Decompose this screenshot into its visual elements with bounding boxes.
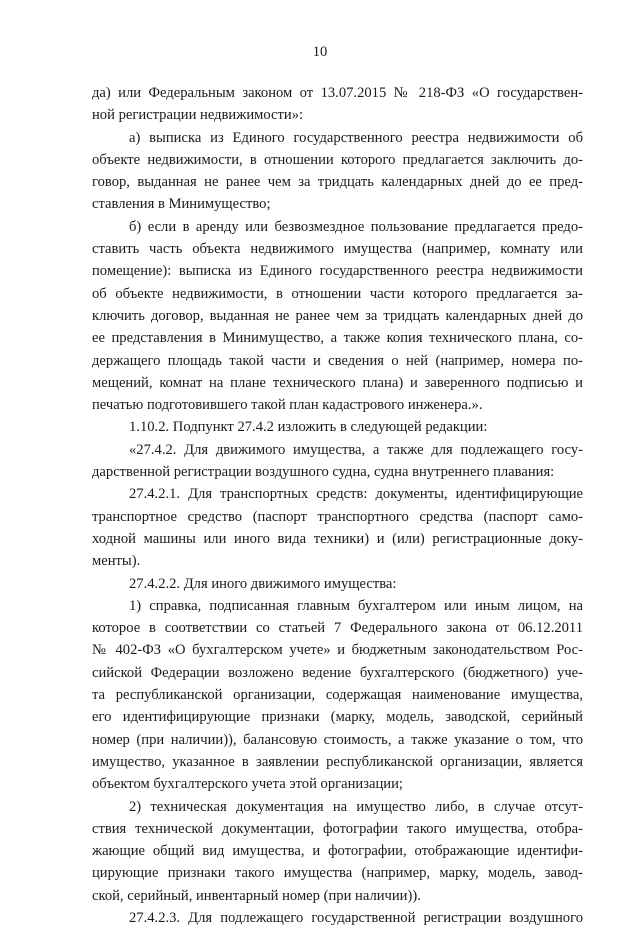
- text-line: 27.4.2.1. Для транспортных средств: документы, идентифицирующие: [129, 486, 583, 503]
- text-line: № 402-ФЗ «О бухгалтерском учете» и бюджетным законодательством Рос-: [92, 642, 583, 659]
- text-line: 1.10.2. Подпункт 27.4.2 изложить в следующей редакции:: [129, 419, 488, 436]
- text-line: да) или Федеральным законом от 13.07.2015 № 218-ФЗ «О государствен-: [92, 85, 583, 101]
- text-line: транспортное средство (паспорт транспортного средства (паспорт само-: [92, 508, 583, 525]
- text-line: менты).: [92, 553, 141, 570]
- text-line: его идентифицирующие признаки (марку, модель, заводской, серийный: [92, 709, 583, 726]
- text-line: та республиканской организации, содержащая наименование имущества,: [92, 687, 583, 704]
- text-line: об объекте недвижимости, в отношении части которого предлагается за-: [92, 285, 583, 302]
- text-line: цирующие признаки такого имущества (например, марку, модель, завод-: [92, 865, 583, 882]
- text-line: мещений, комнат на плане технического плана) и заверенного подписью и: [92, 374, 583, 391]
- text-line: номер (при наличии)), балансовую стоимость, а также указание о том, что: [92, 731, 583, 748]
- document-body: [92, 82, 583, 929]
- text-line: жающие общий вид имущества, и фотографии, отображающие идентифи-: [92, 843, 583, 860]
- page-number: 10: [312, 44, 328, 60]
- text-line: б) если в аренду или безвозмездное пользование предлагается предо-: [129, 218, 583, 235]
- text-line: ствия технической документации, фотографии такого имущества, отобра-: [92, 820, 583, 837]
- text-line: печатью подготовившего такой план кадастрового инженера.».: [92, 397, 483, 414]
- text-line: имущество, указанное в заявлении республиканской организации, является: [92, 753, 583, 770]
- text-line: ской, серийный, инвентарный номер (при наличии)).: [92, 887, 421, 904]
- text-line: держащего площадь такой части и сведения о ней (например, номера по-: [92, 352, 583, 369]
- text-line: 27.4.2.2. Для иного движимого имущества:: [129, 575, 397, 592]
- text-line: ключить договор, выданная не ранее чем за тридцать календарных дней до: [92, 307, 583, 324]
- text-line: объектом бухгалтерского учета этой организации;: [92, 776, 403, 793]
- text-line: говор, выданная не ранее чем за тридцать календарных дней до ее пред-: [92, 174, 583, 191]
- text-line: 1) справка, подписанная главным бухгалтером или иным лицом, на: [129, 597, 583, 614]
- text-line: а) выписка из Единого государственного реестра недвижимости об: [129, 129, 583, 146]
- text-line: сийской Федерации возложено ведение бухгалтерского (бюджетного) уче-: [92, 664, 583, 681]
- text-line: ставления в Минимущество;: [92, 196, 271, 213]
- text-line: ной регистрации недвижимости»:: [92, 107, 304, 124]
- text-line: 2) техническая документация на имущество либо, в случае отсут-: [129, 798, 583, 815]
- text-line: помещение): выписка из Единого государственного реестра недвижимости: [92, 263, 583, 280]
- text-line: ее представления в Минимущество, а также копия технического плана, со-: [92, 330, 583, 347]
- text-line: «27.4.2. Для движимого имущества, а также для подлежащего госу-: [129, 441, 583, 458]
- text-line: которое в соответствии со статьей 7 Федерального закона от 06.12.2011: [92, 620, 583, 637]
- text-line: ходной машины или иного вида техники) и (или) регистрационные доку-: [92, 530, 583, 547]
- text-line: ставить часть объекта недвижимого имущества (например, комнату или: [92, 241, 583, 258]
- text-line: дарственной регистрации воздушного судна, судна внутреннего плавания:: [92, 464, 555, 481]
- text-line: объекте недвижимости, в отношении которого предлагается заключить до-: [92, 151, 583, 168]
- text-line: 27.4.2.3. Для подлежащего государственной регистрации воздушного: [129, 909, 583, 926]
